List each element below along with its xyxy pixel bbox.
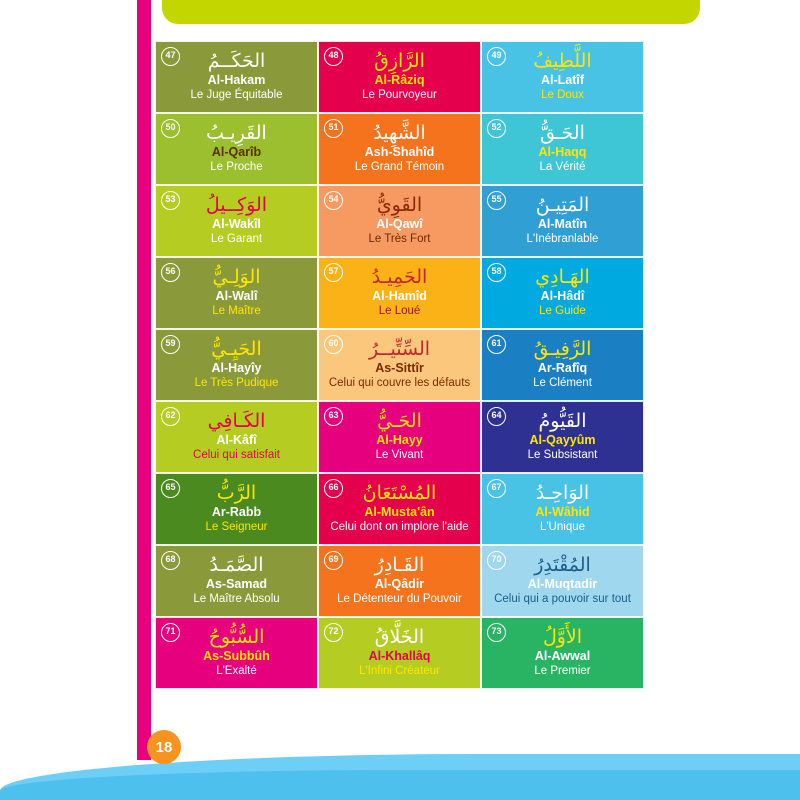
- card-arabic-name: السِّتِّيــرُ: [368, 338, 431, 360]
- name-card[interactable]: [318, 617, 481, 689]
- name-card[interactable]: [481, 113, 644, 185]
- card-transliteration: Al-Awwal: [534, 649, 591, 663]
- divine-names-grid: [155, 41, 644, 689]
- card-transliteration: Ar-Rabb: [211, 505, 262, 519]
- card-transliteration: Al-Wâhid: [535, 505, 590, 519]
- card-arabic-name: الوَاحِـدُ: [535, 482, 590, 504]
- card-transliteration: Al-Qarîb: [211, 145, 262, 159]
- card-number: 58: [487, 263, 506, 282]
- card-arabic-name: القَيُّومُ: [538, 410, 587, 432]
- card-arabic-name: الحَكَــمُ: [207, 50, 266, 72]
- card-number: 48: [324, 47, 343, 66]
- card-transliteration: Al-Latîf: [540, 73, 585, 87]
- left-magenta-bar: [137, 0, 151, 760]
- card-transliteration: Al-Hakam: [207, 73, 266, 87]
- card-arabic-name: الرَّفِيـقُ: [533, 338, 592, 360]
- card-meaning: L'Inébranlable: [526, 233, 599, 245]
- card-arabic-name: الوَكِــيلُ: [205, 194, 268, 216]
- name-card[interactable]: [481, 545, 644, 617]
- card-transliteration: Al-Qâdir: [374, 577, 425, 591]
- name-card[interactable]: [318, 473, 481, 545]
- card-transliteration: Ash-Shahîd: [364, 145, 435, 159]
- card-meaning: L'Exalté: [216, 665, 257, 677]
- name-card[interactable]: [155, 329, 318, 401]
- card-arabic-name: المَتِيـنُ: [535, 194, 590, 216]
- card-arabic-name: الحَـقُّ: [540, 122, 585, 144]
- card-arabic-name: القَـادِرُ: [374, 554, 425, 576]
- card-meaning: Le Grand Témoin: [354, 161, 445, 173]
- card-arabic-name: المُسْتَعَانُ: [362, 482, 437, 504]
- card-transliteration: As-Sittîr: [375, 361, 424, 375]
- card-number: 68: [161, 551, 180, 570]
- card-number: 71: [161, 623, 180, 642]
- card-number: 72: [324, 623, 343, 642]
- card-arabic-name: المُقْتَدِرُ: [534, 554, 591, 576]
- name-card[interactable]: [481, 329, 644, 401]
- card-arabic-name: الحَمِيـدُ: [371, 266, 428, 288]
- card-meaning: Le Maître: [212, 305, 261, 317]
- card-number: 50: [161, 119, 180, 138]
- card-transliteration: Al-Hayîy: [211, 361, 262, 375]
- card-number: 47: [161, 47, 180, 66]
- card-meaning: Celui qui couvre les défauts: [328, 377, 471, 389]
- card-arabic-name: الحَـيُّ: [377, 410, 422, 432]
- card-meaning: Le Doux: [541, 89, 584, 101]
- card-number: 54: [324, 191, 343, 210]
- name-card[interactable]: [481, 617, 644, 689]
- name-card[interactable]: [155, 545, 318, 617]
- card-number: 51: [324, 119, 343, 138]
- card-meaning: La Vérité: [539, 161, 586, 173]
- name-card[interactable]: [155, 257, 318, 329]
- card-transliteration: Al-Khallâq: [368, 649, 431, 663]
- card-meaning: Le Premier: [534, 665, 591, 677]
- card-meaning: Le Très Fort: [368, 233, 431, 245]
- card-number: 73: [487, 623, 506, 642]
- name-card[interactable]: [318, 257, 481, 329]
- card-meaning: Le Proche: [210, 161, 263, 173]
- card-transliteration: Al-Walî: [215, 289, 258, 303]
- card-arabic-name: الخَلَّاقُ: [374, 626, 425, 648]
- card-meaning: Celui qui satisfait: [193, 449, 280, 461]
- card-arabic-name: الشَّهِيدُ: [373, 122, 426, 144]
- name-card[interactable]: [318, 329, 481, 401]
- card-arabic-name: الوَلِـيُّ: [212, 266, 261, 288]
- name-card[interactable]: [481, 401, 644, 473]
- name-card[interactable]: [481, 473, 644, 545]
- name-card[interactable]: [318, 185, 481, 257]
- name-card[interactable]: [318, 401, 481, 473]
- card-number: 70: [487, 551, 506, 570]
- card-transliteration: Al-Matîn: [537, 217, 588, 231]
- card-transliteration: Al-Râziq: [374, 73, 425, 87]
- card-number: 56: [161, 263, 180, 282]
- card-arabic-name: الكَـافِي: [207, 410, 266, 432]
- name-card[interactable]: [318, 545, 481, 617]
- name-card[interactable]: [155, 617, 318, 689]
- card-meaning: Le Garant: [210, 233, 263, 245]
- card-transliteration: Al-Wakîl: [212, 217, 261, 231]
- card-number: 55: [487, 191, 506, 210]
- card-number: 67: [487, 479, 506, 498]
- card-number: 69: [324, 551, 343, 570]
- name-card[interactable]: [155, 473, 318, 545]
- name-card[interactable]: [481, 41, 644, 113]
- card-arabic-name: الصَّمَـدُ: [209, 554, 264, 576]
- card-meaning: Le Détenteur du Pouvoir: [337, 593, 462, 605]
- card-transliteration: Al-Qawî: [376, 217, 423, 231]
- card-number: 62: [161, 407, 180, 426]
- card-arabic-name: الرَّبُّ: [216, 482, 257, 504]
- name-card[interactable]: [155, 185, 318, 257]
- card-number: 60: [324, 335, 343, 354]
- card-transliteration: Al-Hayy: [376, 433, 423, 447]
- card-arabic-name: السُّبُّوحُ: [208, 626, 265, 648]
- card-meaning: Le Très Pudique: [194, 377, 279, 389]
- card-number: 65: [161, 479, 180, 498]
- card-meaning: Le Maître Absolu: [193, 593, 280, 605]
- card-meaning: L'Unique: [539, 521, 586, 533]
- name-card[interactable]: [318, 113, 481, 185]
- name-card[interactable]: [481, 257, 644, 329]
- page-number: 18: [147, 730, 181, 764]
- name-card[interactable]: [155, 113, 318, 185]
- card-transliteration: Al-Muqtadir: [527, 577, 598, 591]
- card-meaning: Celui dont on implore l'aide: [330, 521, 469, 533]
- card-meaning: Le Juge Équitable: [190, 89, 283, 101]
- card-number: 64: [487, 407, 506, 426]
- card-transliteration: As-Subbûh: [203, 649, 270, 663]
- card-meaning: Le Guide: [539, 305, 586, 317]
- card-transliteration: Al-Hâdî: [540, 289, 585, 303]
- card-arabic-name: الأَوَّلُ: [542, 626, 583, 648]
- card-transliteration: Ar-Rafîq: [537, 361, 588, 375]
- card-number: 57: [324, 263, 343, 282]
- card-number: 63: [324, 407, 343, 426]
- name-card[interactable]: [481, 185, 644, 257]
- card-meaning: Le Seigneur: [205, 521, 268, 533]
- card-meaning: Le Vivant: [375, 449, 424, 461]
- card-number: 49: [487, 47, 506, 66]
- card-number: 61: [487, 335, 506, 354]
- card-transliteration: Al-Kâfî: [216, 433, 257, 447]
- card-meaning: Le Pourvoyeur: [362, 89, 437, 101]
- card-meaning: Le Loué: [378, 305, 421, 317]
- card-arabic-name: الهَـادِي: [535, 266, 590, 288]
- card-arabic-name: الحَيِـيُّ: [211, 338, 262, 360]
- card-number: 59: [161, 335, 180, 354]
- card-transliteration: Al-Musta'ân: [364, 505, 435, 519]
- card-meaning: Le Clément: [533, 377, 592, 389]
- name-card[interactable]: [155, 401, 318, 473]
- card-arabic-name: القَرِيـبُ: [206, 122, 267, 144]
- card-transliteration: Al-Qayyûm: [529, 433, 596, 447]
- name-card[interactable]: [155, 41, 318, 113]
- name-card[interactable]: [318, 41, 481, 113]
- top-green-tab: [162, 0, 700, 24]
- card-number: 66: [324, 479, 343, 498]
- card-transliteration: Al-Haqq: [538, 145, 587, 159]
- card-transliteration: As-Samad: [205, 577, 268, 591]
- card-number: 52: [487, 119, 506, 138]
- card-number: 53: [161, 191, 180, 210]
- card-transliteration: Al-Hamîd: [372, 289, 427, 303]
- card-meaning: L'Infini Créateur: [359, 665, 440, 677]
- card-meaning: Celui qui a pouvoir sur tout: [494, 593, 631, 605]
- card-meaning: Le Subsistant: [527, 449, 598, 461]
- card-arabic-name: اللَّطِيفُ: [533, 50, 592, 72]
- card-arabic-name: الرَّازِقُ: [374, 50, 425, 72]
- card-arabic-name: القَوِيُّ: [376, 194, 423, 216]
